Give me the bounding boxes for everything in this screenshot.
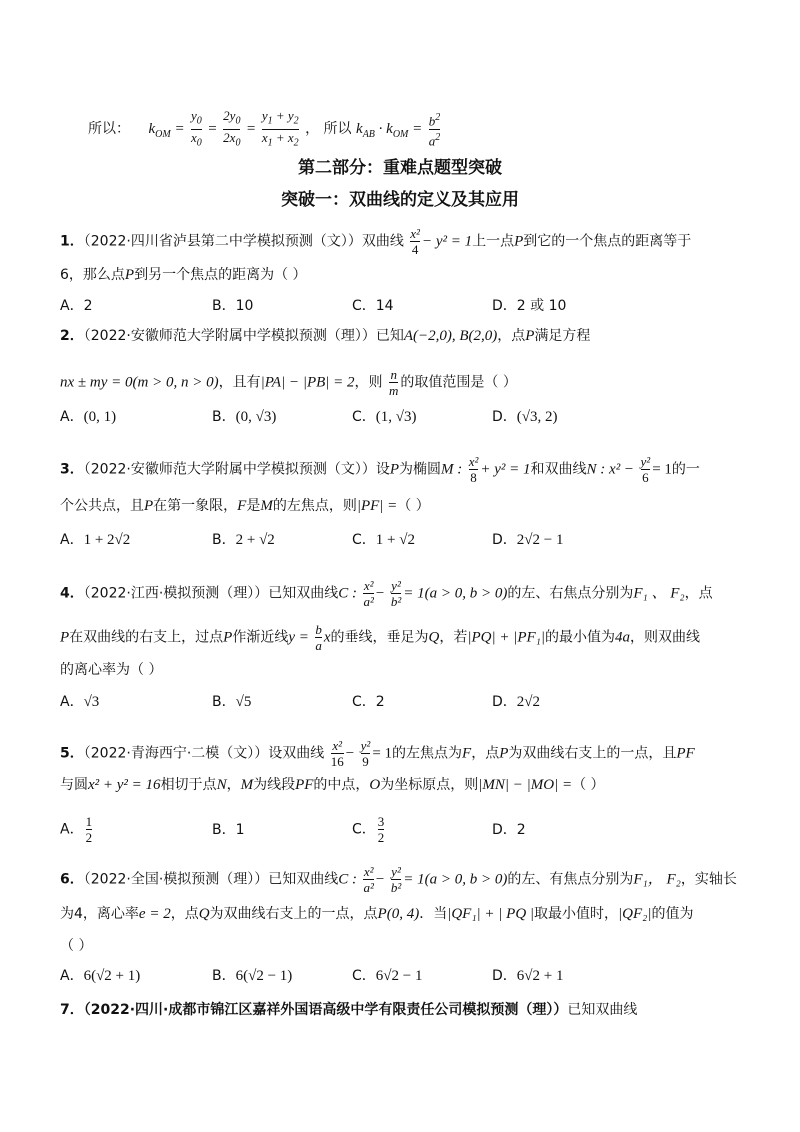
q3-option-d[interactable]: D．2√2 − 1 <box>492 532 564 548</box>
q4-text: ，点 <box>684 585 713 602</box>
question-3-line-2 <box>60 496 430 516</box>
q4-cond: = 1(a > 0, b > 0) <box>403 585 508 602</box>
q3-p: P <box>144 498 154 514</box>
frac-num: x² <box>363 864 374 879</box>
q6-text: （ ） <box>60 938 93 954</box>
frac-num: n <box>390 367 397 382</box>
q3d-val: 2√2 − 1 <box>516 532 564 548</box>
q4-text: 的左、右焦点分别为 <box>507 585 634 602</box>
q5-pf2: PF <box>295 777 314 793</box>
frac-num: y² <box>360 738 371 753</box>
q4-text: 的垂线，垂足为 <box>330 629 429 646</box>
q6-text: 为双曲线右支上的一点，点 <box>209 906 378 922</box>
q1-text: 上一点 <box>472 233 515 250</box>
q5-pf: PF <box>676 745 695 762</box>
q5-text: 设双曲线 <box>268 745 325 762</box>
frac-num: x² <box>410 226 420 241</box>
q1-text: 6，那么点 <box>60 267 125 283</box>
q6b-val: 6(√2 − 1) <box>235 968 293 984</box>
q4-text: ，则双曲线 <box>630 629 700 646</box>
q5-option-a[interactable]: A． $\frac{1}{2}$ <box>60 814 93 845</box>
q5-option-d[interactable]: D．2 <box>492 822 526 838</box>
q2-text: 满足方程 <box>534 328 591 344</box>
frac-den: b² <box>390 880 402 895</box>
q2-eq: nx ± my = 0(m > 0, n > 0) <box>60 374 219 391</box>
minus: − <box>345 745 355 762</box>
q3b-val: 2 + √2 <box>235 532 275 548</box>
q6-qf: |QF₁| + | PQ | <box>447 906 535 922</box>
q3-text: 的一 <box>671 461 700 478</box>
q6-option-c[interactable]: C．6√2 − 1 <box>352 968 423 984</box>
question-5-line-2 <box>60 775 605 795</box>
q1-option-b[interactable]: B．10 <box>212 298 254 314</box>
q6-cond: = 1(a > 0, b > 0) <box>403 871 508 888</box>
q6-text: ．当 <box>419 906 448 922</box>
q4-option-a[interactable]: A．√3 <box>60 694 100 710</box>
q5-n: N <box>216 777 227 793</box>
q4-q: Q <box>428 629 440 646</box>
question-7-line-1 <box>60 1000 637 1020</box>
q3-source: （2022·安徽师范大学附属中学模拟预测（文）） <box>83 461 376 478</box>
q4-p: P <box>60 629 70 646</box>
q4-p2: P <box>223 629 233 646</box>
so-label: 所以： <box>88 121 130 138</box>
intro-formula-line: 所以： $k_{OM}$ = $\frac{y_0}{x_0}$ = $\frac{2y_0}{2x_0}$ = $\frac{y_1 + y_2}{x_1 + x_2}$ ， 所以 $k_{AB} \cdot k_{OM}$ = $\frac{b^2}{a^2}$ <box>88 108 441 149</box>
frac-den: 4 <box>411 242 419 257</box>
frac-den: 6 <box>642 470 649 485</box>
q6a-val: 6(√2 + 1) <box>83 968 141 984</box>
frac-den: 2 <box>85 830 93 845</box>
q4-text: 作渐近线 <box>232 629 289 646</box>
frac-den: 2 <box>377 830 385 845</box>
question-4-line-1 <box>60 578 713 609</box>
q2-number: 2． <box>60 328 84 344</box>
q5-m: M <box>240 777 254 793</box>
q2b-val: (0, √3) <box>235 409 277 425</box>
so-label-2: ， 所以 <box>305 121 352 138</box>
q1-eq: − y² = 1 <box>421 233 473 250</box>
q5-circle: x² + y² = 16 <box>88 777 161 793</box>
q3-text: 为椭圆 <box>399 461 441 478</box>
q3-p: P <box>389 461 399 478</box>
frac-num: y² <box>391 864 401 879</box>
frac-den: b² <box>390 594 402 609</box>
q4-option-b[interactable]: B．√5 <box>212 694 252 710</box>
q4-text: 已知双曲线 <box>268 585 339 602</box>
q6-text: ，点 <box>170 906 199 922</box>
q6-qf2: |QF₂| <box>618 906 652 922</box>
q6-p: P(0, 4) <box>377 906 420 922</box>
q4-x: x <box>323 629 331 646</box>
q6-f: F₁， F₂ <box>633 871 681 888</box>
q5-option-c[interactable]: C． $\frac{3}{2}$ <box>352 814 385 845</box>
frac-den: 8 <box>470 470 477 485</box>
q3-text: 是 <box>246 498 261 514</box>
frac-num: x² <box>468 454 479 469</box>
frac-den: 16 <box>330 754 344 769</box>
q2-option-b[interactable]: B．(0, √3) <box>212 409 277 425</box>
q4d-val: 2√2 <box>516 694 541 710</box>
q4-pq: |PQ| + |PF₁| <box>467 629 545 646</box>
subsection-title: 突破一：双曲线的定义及其应用 <box>281 190 519 210</box>
q3-option-c[interactable]: C．1 + √2 <box>352 532 415 548</box>
question-2-line-2 <box>60 367 517 398</box>
q6c-val: 6√2 − 1 <box>375 968 423 984</box>
q6-q: Q <box>198 906 210 922</box>
q5-text: ， <box>226 777 241 793</box>
q2-text: 已知 <box>375 328 404 344</box>
q5-text: ，点 <box>471 745 500 762</box>
q3a-val: 1 + 2√2 <box>83 532 131 548</box>
q5-o: O <box>369 777 381 793</box>
q4-c: C : <box>338 585 358 602</box>
q6-option-b[interactable]: B．6(√2 − 1) <box>212 968 293 984</box>
q3-text: 的左焦点，则 <box>272 498 357 514</box>
q2-option-c[interactable]: C．(1, √3) <box>352 409 417 425</box>
q6d-val: 6√2 + 1 <box>516 968 564 984</box>
q6-option-a[interactable]: A．6(√2 + 1) <box>60 968 141 984</box>
q5-option-b[interactable]: B．1 <box>212 822 245 838</box>
frac-num: 3 <box>377 814 385 829</box>
q5-text: 相切于点 <box>160 777 217 793</box>
q6-text: 已知双曲线 <box>268 871 339 888</box>
eq-one: = 1 <box>372 745 393 762</box>
q5-p: P <box>499 745 509 762</box>
q1-option-a[interactable]: A．2 <box>60 298 93 314</box>
minus: − <box>375 871 385 888</box>
q4-text: 在双曲线的右支上，过点 <box>69 629 224 646</box>
q3-eq: + y² = 1 <box>480 461 531 478</box>
q3-m: M : <box>441 461 463 478</box>
q1-option-c[interactable]: C．14 <box>352 298 394 314</box>
q3-option-b[interactable]: B．2 + √2 <box>212 532 275 548</box>
q5-text: 为双曲线右支上的一点，且 <box>508 745 677 762</box>
question-1-line-1 <box>60 226 691 257</box>
frac-den: a² <box>363 880 374 895</box>
q4-f12: F₁ 、 F₂ <box>633 585 685 602</box>
q4-4a: 4a <box>615 629 630 646</box>
q3-text: 在第一象限， <box>153 498 238 514</box>
q2-points: A(−2,0), B(2,0) <box>403 328 498 344</box>
q3c-val: 1 + √2 <box>375 532 415 548</box>
q4-text: 的最小值为 <box>545 629 615 646</box>
frac-den: 9 <box>362 754 369 769</box>
question-2-line-1 <box>60 326 590 346</box>
q4-option-d[interactable]: D．2√2 <box>492 694 541 710</box>
question-6-line-2 <box>60 904 694 924</box>
q1-p: P <box>514 233 524 250</box>
q5-source: （2022·青海西宁·二模（文）） <box>83 745 269 762</box>
frac-num: 1 <box>85 814 93 829</box>
question-1-line-2 <box>60 265 307 285</box>
q5-number: 5． <box>60 745 84 762</box>
q2-abs: |PA| − |PB| = 2 <box>260 374 355 391</box>
q6-text: 为4，离心率 <box>60 906 139 922</box>
question-4-line-3 <box>60 660 162 680</box>
q3-number: 3． <box>60 461 84 478</box>
q5-text: 为线段 <box>253 777 296 793</box>
question-4-line-2: P在双曲线的右支上，过点P作渐近线y = $\frac{b}{a}$ x的垂线，垂足为Q，若|PQ| + |PF₁|的最小值为4a，则双曲线 <box>60 622 700 653</box>
q6-number: 6． <box>60 871 84 888</box>
q4-asym: y = <box>288 629 309 646</box>
q6-text: ，实轴长 <box>680 871 737 888</box>
q6-text: 的值为 <box>651 906 694 922</box>
q5-text: 的左焦点为 <box>392 745 463 762</box>
frac-den: m <box>389 383 399 398</box>
q2-source: （2022·安徽师范大学附属中学模拟预测（理）） <box>83 328 376 344</box>
q2c-val: (1, √3) <box>375 409 417 425</box>
q2-text: 的取值范围是（ ） <box>400 374 517 391</box>
q4-text: 的离心率为（ ） <box>60 662 163 678</box>
question-6-line-3 <box>60 936 92 956</box>
q3-f: F <box>237 498 247 514</box>
q4-text: ，若 <box>439 629 468 646</box>
question-5-line-1 <box>60 738 695 769</box>
q3-pf: |PF| = <box>356 498 398 514</box>
q3-option-a[interactable]: A．1 + 2√2 <box>60 532 131 548</box>
q4b-val: √5 <box>235 694 252 710</box>
q5-text: 与圆 <box>60 777 88 793</box>
q1-text: 双曲线 <box>361 233 404 250</box>
frac-num: x² <box>363 578 374 593</box>
section-title: 第二部分：重难点题型突破 <box>298 158 502 178</box>
q6-e: e = 2 <box>138 906 171 922</box>
q5-mn: |MN| − |MO| = <box>478 777 573 793</box>
q4-source: （2022·江西·模拟预测（理）） <box>83 585 269 602</box>
frac-num: y² <box>640 454 651 469</box>
q1-text: 到它的一个焦点的距离等于 <box>523 233 692 250</box>
q2d-val: (√3, 2) <box>516 409 558 425</box>
q3-eq1: = 1 <box>652 461 672 478</box>
q1-option-d[interactable]: D．2 或 10 <box>492 298 567 314</box>
q2-p: P <box>525 328 535 344</box>
q5-f: F <box>462 745 472 762</box>
q4-option-c[interactable]: C．2 <box>352 694 385 710</box>
q6-c: C : <box>338 871 358 888</box>
minus: − <box>375 585 385 602</box>
q5-text: 的中点， <box>313 777 370 793</box>
q2a-val: (0, 1) <box>83 409 117 425</box>
q3-text: 设 <box>375 461 390 478</box>
q6-text: 的左、有焦点分别为 <box>507 871 634 888</box>
q6-source: （2022·全国·模拟预测（理）） <box>83 871 269 888</box>
q4-number: 4． <box>60 585 84 602</box>
frac-num: x² <box>332 738 343 753</box>
q5-text: 为坐标原点，则 <box>380 777 479 793</box>
q1-source: （2022·四川省泸县第二中学模拟预测（文）） <box>83 233 362 250</box>
q5-text: （ ） <box>572 777 605 793</box>
q3-m2: M <box>260 498 273 514</box>
q7-number: 7． <box>60 1002 84 1018</box>
question-3-line-1 <box>60 454 700 485</box>
frac-den: a² <box>363 594 374 609</box>
q7-source: （2022·四川·成都市锦江区嘉祥外国语高级中学有限责任公司模拟预测（理）） <box>83 1002 568 1018</box>
q6-option-d[interactable]: D．6√2 + 1 <box>492 968 564 984</box>
q2-text: ，且有 <box>218 374 261 391</box>
q3-text: 个公共点，且 <box>60 498 144 514</box>
q2-option-d[interactable]: D．(√3, 2) <box>492 409 558 425</box>
q2-option-a[interactable]: A．(0, 1) <box>60 409 117 425</box>
q4a-val: √3 <box>83 694 100 710</box>
q1-number: 1． <box>60 233 84 250</box>
q3-n: N : x² − <box>586 461 635 478</box>
q2-text: ，则 <box>354 374 383 391</box>
q3-text: 和双曲线 <box>530 461 587 478</box>
q1-p: P <box>124 267 135 283</box>
question-6-line-1 <box>60 864 737 895</box>
q7-text: 已知双曲线 <box>567 1002 638 1018</box>
q2-text: ，点 <box>497 328 526 344</box>
q3-text: （ ） <box>397 498 430 514</box>
q6-text: 取最小值时， <box>534 906 619 922</box>
q1-text: 到另一个焦点的距离为（ ） <box>134 267 307 283</box>
frac-num: y² <box>391 578 401 593</box>
